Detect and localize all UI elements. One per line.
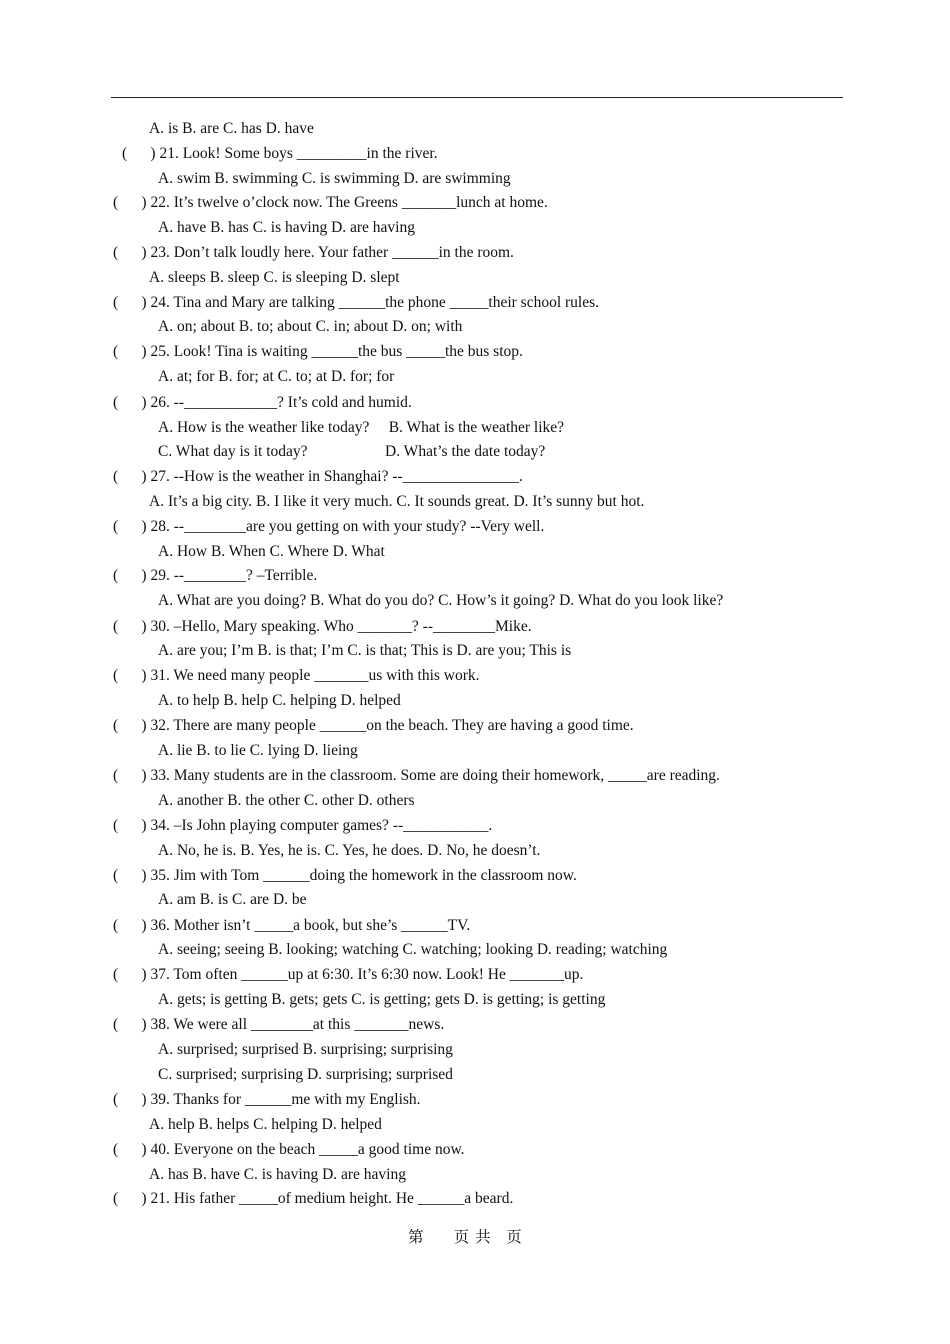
line-39: C. surprised; surprising D. surprising; surprised bbox=[158, 1066, 453, 1083]
line-17: ( ) 28. --________are you getting on with your study? --Very well. bbox=[113, 518, 545, 535]
line-32: A. am B. is C. are D. be bbox=[158, 891, 307, 908]
line-28: A. another B. the other C. other D. others bbox=[158, 792, 415, 809]
line-6: ( ) 23. Don’t talk loudly here. Your father ______in the room. bbox=[113, 244, 514, 261]
line-35: ( ) 37. Tom often ______up at 6:30. It’s 6:30 now. Look! He _______up. bbox=[113, 966, 584, 983]
line-2: ( ) 21. Look! Some boys _________in the river. bbox=[122, 145, 438, 162]
line-43: A. has B. have C. is having D. are having bbox=[149, 1166, 406, 1183]
line-8: ( ) 24. Tina and Mary are talking ______the phone _____their school rules. bbox=[113, 294, 600, 311]
line-14: C. What day is it today? D. What’s the date today? bbox=[158, 443, 546, 460]
line-24: A. to help B. help C. helping D. helped bbox=[158, 692, 401, 709]
line-19: ( ) 29. --________? –Terrible. bbox=[113, 567, 318, 584]
line-1: A. is B. are C. has D. have bbox=[149, 120, 314, 137]
line-18: A. How B. When C. Where D. What bbox=[158, 543, 385, 560]
line-41: A. help B. helps C. helping D. helped bbox=[149, 1116, 382, 1133]
line-33: ( ) 36. Mother isn’t _____a book, but she’s ______TV. bbox=[113, 917, 471, 934]
line-25: ( ) 32. There are many people ______on the beach. They are having a good time. bbox=[113, 717, 634, 734]
line-44: ( ) 21. His father _____of medium height. He ______a beard. bbox=[113, 1190, 514, 1207]
line-16: A. It’s a big city. B. I like it very much. C. It sounds great. D. It’s sunny but hot. bbox=[149, 493, 645, 510]
line-15: ( ) 27. --How is the weather in Shanghai? --_______________. bbox=[113, 468, 523, 485]
line-12: ( ) 26. --____________? It’s cold and humid. bbox=[113, 394, 412, 411]
line-10: ( ) 25. Look! Tina is waiting ______the bus _____the bus stop. bbox=[113, 343, 523, 360]
line-21: ( ) 30. –Hello, Mary speaking. Who _______? --________Mike. bbox=[113, 618, 532, 635]
line-29: ( ) 34. –Is John playing computer games? --___________. bbox=[113, 817, 493, 834]
line-20: A. What are you doing? B. What do you do? C. How’s it going? D. What do you look like? bbox=[158, 592, 724, 609]
line-7: A. sleeps B. sleep C. is sleeping D. slept bbox=[149, 269, 400, 286]
line-30: A. No, he is. B. Yes, he is. C. Yes, he does. D. No, he doesn’t. bbox=[158, 842, 541, 859]
line-37: ( ) 38. We were all ________at this _______news. bbox=[113, 1016, 445, 1033]
line-23: ( ) 31. We need many people _______us with this work. bbox=[113, 667, 480, 684]
line-26: A. lie B. to lie C. lying D. lieing bbox=[158, 742, 358, 759]
page-footer: 第 页 共 页 bbox=[408, 1229, 523, 1246]
line-9: A. on; about B. to; about C. in; about D. on; with bbox=[158, 318, 463, 335]
line-38: A. surprised; surprised B. surprising; surprising bbox=[158, 1041, 453, 1058]
line-42: ( ) 40. Everyone on the beach _____a good time now. bbox=[113, 1141, 465, 1158]
line-27: ( ) 33. Many students are in the classroom. Some are doing their homework, _____are reading. bbox=[113, 767, 720, 784]
top-rule bbox=[111, 97, 843, 98]
line-5: A. have B. has C. is having D. are having bbox=[158, 219, 415, 236]
line-4: ( ) 22. It’s twelve o’clock now. The Greens _______lunch at home. bbox=[113, 194, 548, 211]
line-22: A. are you; I’m B. is that; I’m C. is that; This is D. are you; This is bbox=[158, 642, 572, 659]
line-13: A. How is the weather like today? B. What is the weather like? bbox=[158, 419, 565, 436]
line-40: ( ) 39. Thanks for ______me with my English. bbox=[113, 1091, 421, 1108]
line-11: A. at; for B. for; at C. to; at D. for; for bbox=[158, 368, 395, 385]
line-3: A. swim B. swimming C. is swimming D. are swimming bbox=[158, 170, 511, 187]
line-36: A. gets; is getting B. gets; gets C. is getting; gets D. is getting; is getting bbox=[158, 991, 606, 1008]
line-34: A. seeing; seeing B. looking; watching C. watching; looking D. reading; watching bbox=[158, 941, 668, 958]
line-31: ( ) 35. Jim with Tom ______doing the homework in the classroom now. bbox=[113, 867, 577, 884]
